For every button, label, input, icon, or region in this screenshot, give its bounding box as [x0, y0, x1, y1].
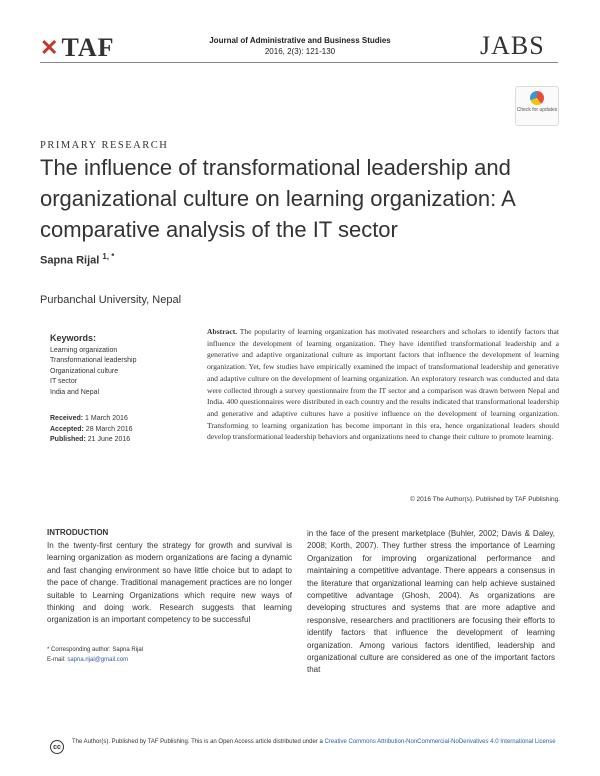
intro-column-2: in the face of the present marketplace (Buhler, 2002; Davis & Daley, 2008; Korth, 2007). They further stress the importance of Learning Organization for improving organizational performance and maintaining a competitive advantage. There appears a consensus in the literature that organizational learning can help achieve sustained competitive advantage (Ghosh, 2004). As organizations are developing structures and systems that are more adaptive and responsive, researchers and practitioners are focusing their efforts to identify factors that influence the development of learning organization. Among various factors identified, leadership and organizational culture are considered as one of the important factors that — [307, 529, 555, 675]
corresponding-footnote — [47, 645, 287, 665]
email-line: E-mail: sapna.rijal@gmail.com — [47, 657, 129, 663]
abstract-text: The popularity of learning organization has motivated researchers and scholars to identify factors that influence the development of learning organization. They have identified transformational leadership and a generative and adaptive organizational culture as important factors that influence the development of learning organization. Yet, few studies have empirically examined the impact of transformational leadership and generative and adaptive culture on the development of learning organization. An exploratory research was conducted and data were collected through a survey questionnaire from the IT sector and a comparison was drawn between Nepal and India. 400 questionnaires were distributed in each country and the results indicated that transformational leadership and generative and adaptive cultures have a positive influence on the development of learning organization. Transforming to learning organization has become important in this era, hence organizational leaders should develop transformational leadership behaviors and organizations need to change their culture to promote learning. — [207, 327, 560, 442]
keyword-item: Transformational leadership — [50, 357, 137, 364]
article-type-label: PRIMARY RESEARCH — [40, 140, 169, 151]
abstract-label: Abstract. — [207, 327, 238, 336]
article-title: The influence of transformational leadership and organizational culture on learning organization: A comparative analysis of the IT sector — [40, 155, 515, 242]
accepted-date: Accepted: 28 March 2016 — [50, 425, 133, 433]
check-label: Check for updates — [516, 107, 558, 113]
journal-header — [200, 35, 400, 57]
check-for-updates-button[interactable] — [515, 86, 559, 126]
license-text: The Author(s). Published by TAF Publishing. This is an Open Access article distributed under a — [72, 739, 323, 745]
journal-name: Journal of Administrative and Business Studies — [209, 36, 391, 45]
jabs-logo: JABS — [480, 31, 545, 60]
header-divider — [40, 62, 558, 63]
keyword-item: Organizational culture — [50, 367, 119, 375]
keyword-item: Learning organization — [50, 346, 118, 354]
taf-logo-text: TAF — [61, 33, 115, 62]
creative-commons-icon: cc — [50, 740, 64, 754]
crossmark-icon — [530, 91, 544, 105]
journal-info: 2016, 2(3): 121-130 — [264, 47, 336, 56]
received-date: Received: 1 March 2016 — [50, 415, 128, 422]
copyright-notice: © 2016 The Author(s). Published by TAF Publishing. — [409, 496, 560, 503]
taf-logo — [40, 33, 115, 63]
author-affiliation: Purbanchal University, Nepal — [40, 294, 182, 306]
license-link[interactable]: Creative Commons Attribution-NonCommercial-NoDerivatives 4.0 International License — [324, 739, 556, 745]
dates-block — [50, 414, 200, 446]
taf-mark-icon: ✕ — [40, 35, 60, 60]
keyword-item: India and Nepal — [50, 388, 100, 396]
keywords-block — [50, 333, 200, 398]
author-name — [40, 252, 114, 267]
author-marks: 1, * — [102, 252, 115, 261]
abstract — [207, 326, 559, 443]
keyword-item: IT sector — [50, 378, 78, 385]
introduction-heading: INTRODUCTION — [47, 528, 109, 537]
license-notice — [72, 738, 562, 747]
intro-column-1: In the twenty-first century the strategy for growth and survival is learning organization as modern organizations are facing a dynamic and fast changing environment so have little choice but to adapt to the pace of change. Traditional management practices are no longer suitable to Learning Organizations which require new ways of thinking and doing work. Research suggests that learning organization is an important competency to be successful — [47, 541, 292, 625]
corresponding-author: * Corresponding author: Sapna Rijal — [47, 647, 144, 653]
published-date: Published: 21 June 2016 — [50, 436, 131, 443]
keywords-heading: Keywords: — [50, 333, 97, 343]
email-link[interactable]: sapna.rijal@gmail.com — [67, 657, 129, 663]
author-text: Sapna Rijal — [40, 254, 100, 267]
